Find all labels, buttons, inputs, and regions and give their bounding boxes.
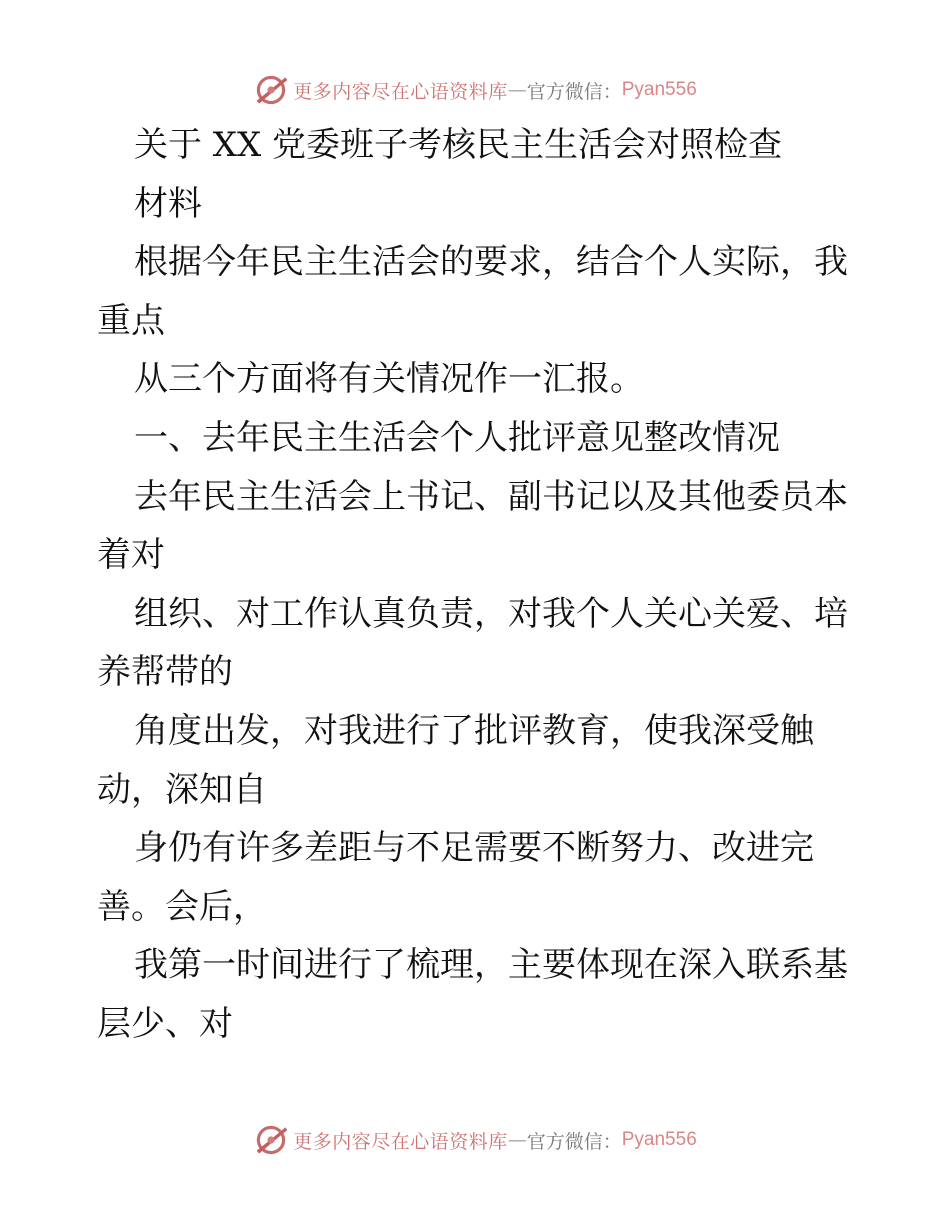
pen-logo-icon <box>253 72 289 108</box>
paragraph-line: 层少、对 <box>97 1003 233 1044</box>
watermark-footer <box>0 1120 950 1160</box>
watermark-wechat-id: Pyan556 <box>621 1129 697 1150</box>
watermark-wechat-label: 官方微信： <box>526 80 622 103</box>
paragraph-line: 去年民主生活会上书记、副书记以及其他委员本 <box>134 476 848 517</box>
watermark-dash: — <box>507 79 527 101</box>
pen-logo-icon <box>253 1122 289 1158</box>
watermark-site-text: 更多内容尽在心语资料库 <box>293 1130 508 1153</box>
watermark-wechat-label: 官方微信： <box>526 1130 622 1153</box>
document-body <box>97 116 857 1054</box>
paragraph-line: 从三个方面将有关情况作一汇报。 <box>134 359 644 400</box>
paragraph-line: 组织、对工作认真负责，对我个人关心关爱、培 <box>134 593 848 634</box>
paragraph-line: 我第一时间进行了梳理，主要体现在深入联系基 <box>134 945 848 986</box>
paragraph-line: 角度出发，对我进行了批评教育，使我深受触 <box>134 710 814 751</box>
paragraph-line: 身仍有许多差距与不足需要不断努力、改进完 <box>134 828 814 869</box>
paragraph-line: 善。会后， <box>97 886 267 927</box>
paragraph-line: 着对 <box>97 535 165 576</box>
paragraph-line: 动，深知自 <box>97 769 267 810</box>
paragraph-line: 重点 <box>97 300 165 341</box>
paragraph-line: 根据今年民主生活会的要求，结合个人实际，我 <box>134 242 848 283</box>
watermark-dash: — <box>507 1129 527 1151</box>
document-title-line: 材料 <box>134 183 202 224</box>
watermark-site-text: 更多内容尽在心语资料库 <box>293 80 508 103</box>
watermark-header <box>0 70 950 110</box>
paragraph-line: 养帮带的 <box>97 652 233 693</box>
paragraph-line: 一、去年民主生活会个人批评意见整改情况 <box>134 417 780 458</box>
watermark-wechat-id: Pyan556 <box>621 79 697 100</box>
document-title-line: 关于 XX 党委班子考核民主生活会对照检查 <box>134 125 783 165</box>
